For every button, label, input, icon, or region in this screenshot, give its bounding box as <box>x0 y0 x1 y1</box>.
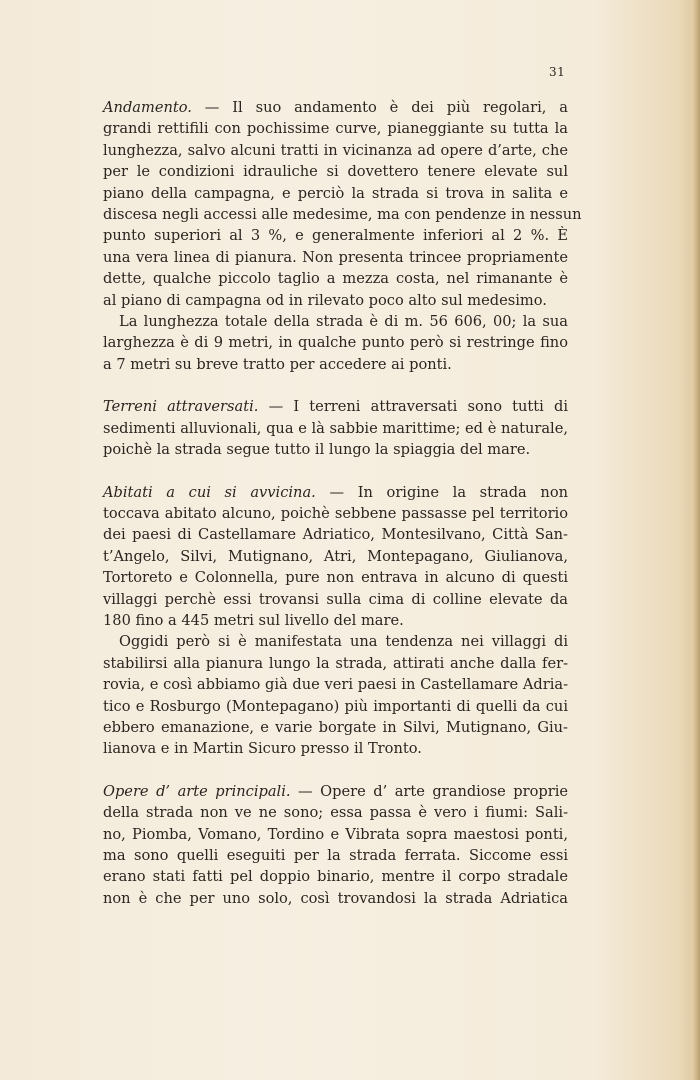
text-line: lunghezza, salvo alcuni tratti in vicinanza ad opere d’arte, che <box>103 141 568 159</box>
section-heading: Opere d’ arte principali. <box>103 782 291 800</box>
text-line: sedimenti alluvionali, qua e là sabbie marittime; ed è naturale, <box>103 419 568 437</box>
text-line <box>103 482 568 503</box>
text-line: villaggi perchè essi trovansi sulla cima di colline elevate da <box>103 590 568 608</box>
text-line: ebbero emanazione, e varie borgate in Silvi, Mutignano, Giu- <box>103 718 568 736</box>
text-line: non è che per uno solo, così trovandosi la strada Adriatica <box>103 889 568 907</box>
text-line: della strada non ve ne sono; essa passa è vero i fiumi: Sali- <box>103 804 568 822</box>
text-line: no, Piomba, Vomano, Tordino e Vibrata sopra maestosi ponti, <box>103 825 568 843</box>
page-number: 31 <box>549 65 566 79</box>
section-terreni <box>103 396 568 460</box>
text-line: La lunghezza totale della strada è di m. 56 606, 00; la sua <box>119 313 568 331</box>
body-text <box>103 97 582 909</box>
text-line: dette, qualche piccolo taglio a mezza costa, nel rimanante è <box>103 270 568 288</box>
text-line: rovia, e così abbiamo già due veri paesi in Castellamare Adria- <box>103 676 568 694</box>
section-intro: — Il suo andamento è dei più regolari, a <box>204 99 569 116</box>
section-gap <box>103 760 568 781</box>
text-line: Oggidi però si è manifestata una tendenza nei villaggi di <box>119 633 568 651</box>
section-gap <box>103 461 568 482</box>
text-line: erano stati fatti pel doppio binario, mentre il corpo stradale <box>103 868 568 886</box>
text-line: Tortoreto e Colonnella, pure non entrava in alcuno di questi <box>103 569 568 587</box>
section-opere <box>103 781 568 909</box>
text-line: grandi rettifili con pochissime curve, pianeggiante su tutta la <box>103 120 568 138</box>
text-line: punto superiori al 3 %, e generalmente inferiori al 2 %. È <box>103 227 568 245</box>
section-heading: Abitati a cui si avvicina. <box>103 483 316 501</box>
text-line: a 7 metri su breve tratto per accedere ai ponti. <box>103 355 452 373</box>
text-line <box>103 396 568 417</box>
text-line: poichè la strada segue tutto il lungo la spiaggia del mare. <box>103 441 531 459</box>
text-line: dei paesi di Castellamare Adriatico, Montesilvano, Città San- <box>103 526 568 544</box>
text-line <box>103 97 568 118</box>
text-line: per le condizioni idrauliche si dovettero tenere elevate sul <box>103 163 568 181</box>
page-edge <box>691 0 700 1080</box>
section-intro: — In origine la strada non <box>329 483 568 501</box>
text-line: ma sono quelli eseguiti per la strada ferrata. Siccome essi <box>103 847 568 864</box>
section-heading: Andamento. <box>103 99 192 116</box>
section-abitati <box>103 482 568 760</box>
text-line: 180 fino a 445 metri sul livello del mare. <box>103 611 404 629</box>
section-andamento <box>103 97 582 375</box>
text-line: tico e Rosburgo (Montepagano) più importanti di quelli da cui <box>103 697 568 715</box>
text-line: piano della campagna, e perciò la strada si trova in salita e <box>103 184 568 202</box>
text-line: al piano di campagna od in rilevato poco alto sul medesimo. <box>103 291 547 309</box>
text-line: stabilirsi alla pianura lungo la strada, attirati anche dalla fer- <box>103 654 568 672</box>
text-line: una vera linea di pianura. Non presenta trincee propriamente <box>103 248 568 266</box>
text-line: toccava abitato alcuno, poichè sebbene passasse pel territorio <box>103 504 568 522</box>
section-gap <box>103 375 568 396</box>
text-line: larghezza è di 9 metri, in qualche punto però si restringe fino <box>103 334 568 352</box>
text-line: discesa negli accessi alle medesime, ma con pendenze in nessun <box>103 206 582 224</box>
text-line: lianova e in Martin Sicuro presso il Tronto. <box>103 740 422 758</box>
text-line: t’Angelo, Silvi, Mutignano, Atri, Montepagano, Giulianova, <box>103 547 568 565</box>
text-line <box>103 781 568 802</box>
section-intro: — Opere d’ arte grandiose proprie <box>298 782 569 800</box>
section-intro: — I terreni attraversati sono tutti di <box>268 398 569 416</box>
section-heading: Terreni attraversati. <box>103 398 259 416</box>
